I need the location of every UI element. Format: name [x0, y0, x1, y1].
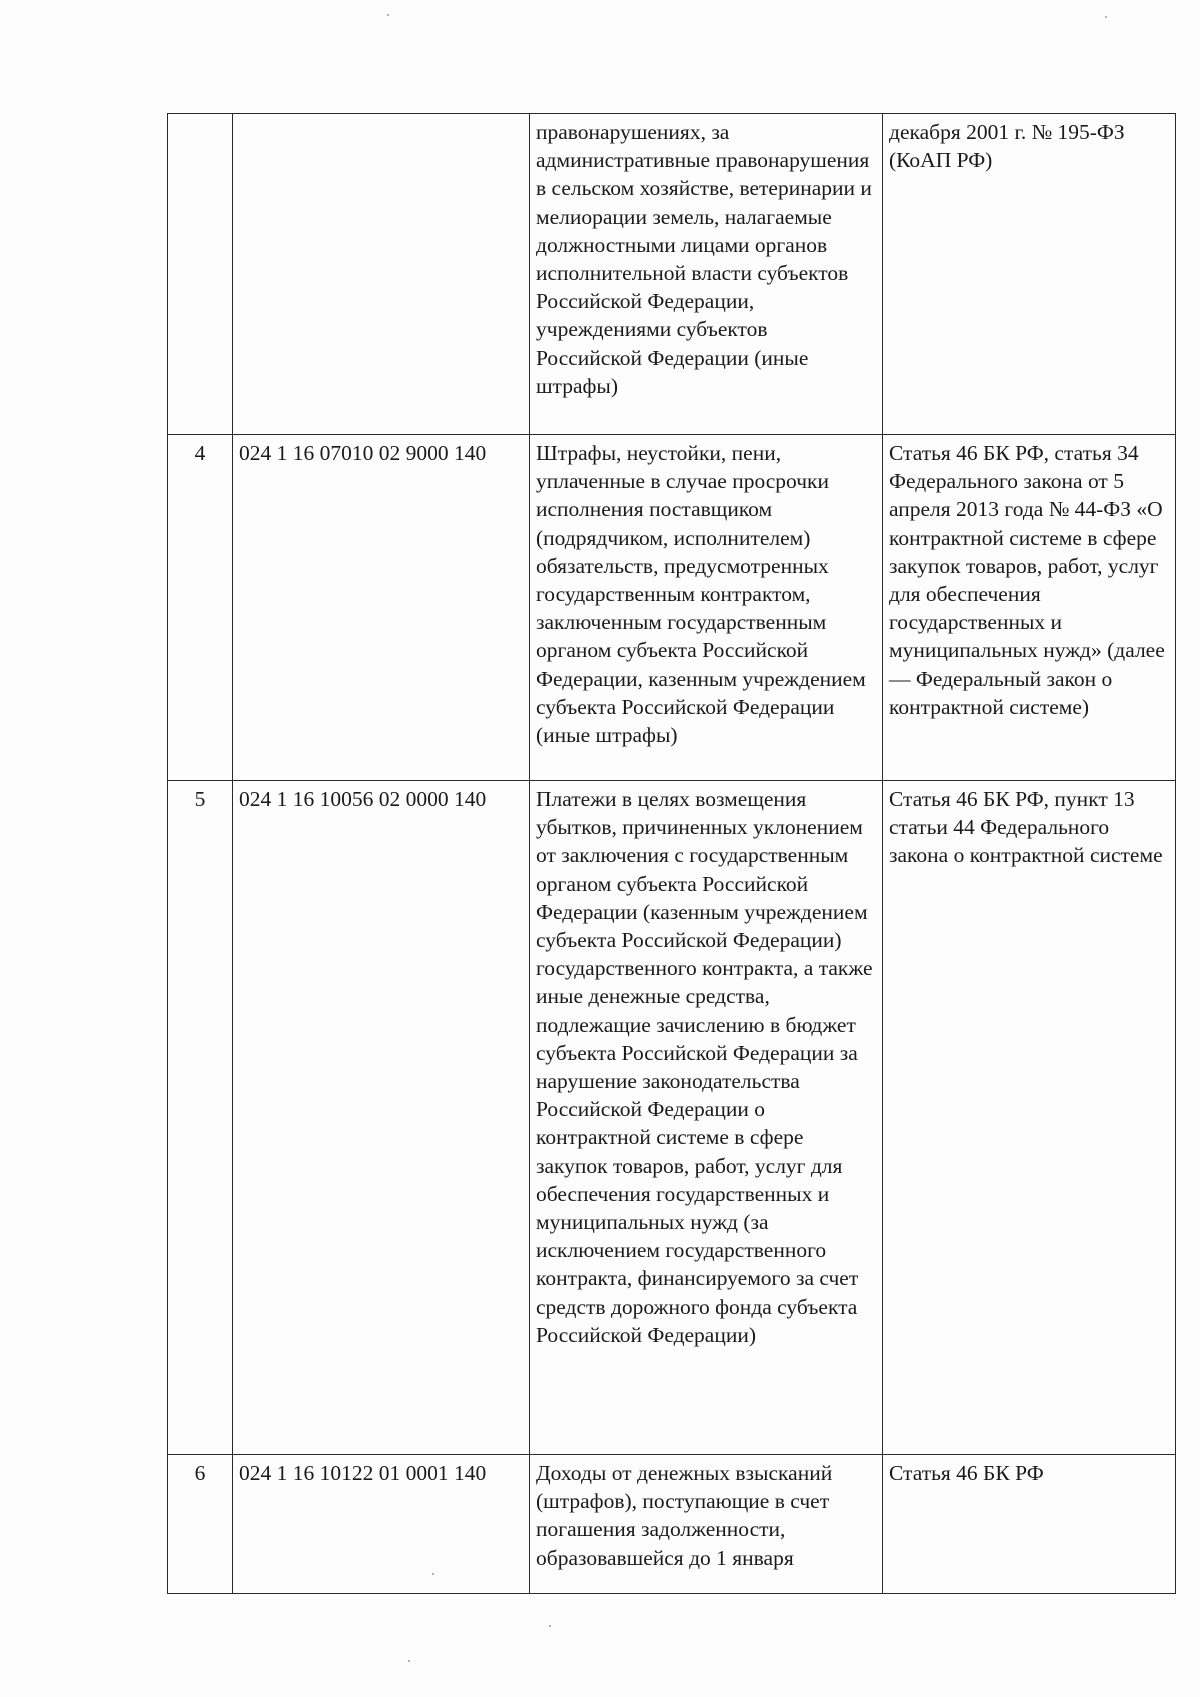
legal-basis-cell: Статья 46 БК РФ, пункт 13 статьи 44 Федерального закона о контрактной системе — [883, 781, 1176, 1455]
legal-basis-cell: декабря 2001 г. № 195-ФЗ (КоАП РФ) — [883, 114, 1176, 435]
scan-speck — [408, 1660, 410, 1662]
row-number-cell: 6 — [168, 1455, 233, 1594]
scan-speck — [387, 14, 389, 16]
revenue-name-cell: Доходы от денежных взысканий (штрафов), поступающие в счет погашения задолженности, образовавшейся до 1 января — [530, 1455, 883, 1594]
legal-basis-cell: Статья 46 БК РФ, статья 34 Федерального закона от 5 апреля 2013 года № 44-ФЗ «О контрактной системе в сфере закупок товаров, работ, услуг для обеспечения государственных и муниципальных нужд» (далее — Федеральный закон о контрактной системе) — [883, 435, 1176, 781]
row-number-cell — [168, 114, 233, 435]
scan-speck — [1105, 16, 1107, 18]
table-row — [168, 781, 1176, 1455]
row-number-cell: 5 — [168, 781, 233, 1455]
revenue-name-cell: правонарушениях, за административные правонарушения в сельском хозяйстве, ветеринарии и мелиорации земель, налагаемые должностными лицами органов исполнительной власти субъектов Российской Федерации, учреждениями субъектов Российской Федерации (иные штрафы) — [530, 114, 883, 435]
revenue-code-cell: 024 1 16 07010 02 9000 140 — [233, 435, 530, 781]
revenue-code-cell: 024 1 16 10056 02 0000 140 — [233, 781, 530, 1455]
legal-basis-cell: Статья 46 БК РФ — [883, 1455, 1176, 1594]
revenue-name-cell: Платежи в целях возмещения убытков, причиненных уклонением от заключения с государственным органом субъекта Российской Федерации (казенным учреждением субъекта Российской Федерации) государственного контракта, а также иные денежные средства, подлежащие зачислению в бюджет субъекта Российской Федерации за нарушение законодательства Российской Федерации о контрактной системе в сфере закупок товаров, работ, услуг для обеспечения государственных и муниципальных нужд (за исключением государственного контракта, финансируемого за счет средств дорожного фонда субъекта Российской Федерации) — [530, 781, 883, 1455]
revenue-codes-table — [167, 113, 1176, 1594]
scan-speck — [549, 1625, 551, 1627]
revenue-code-cell — [233, 114, 530, 435]
table-row — [168, 1455, 1176, 1594]
table-row — [168, 435, 1176, 781]
revenue-code-cell: 024 1 16 10122 01 0001 140 — [233, 1455, 530, 1594]
table-row — [168, 114, 1176, 435]
row-number-cell: 4 — [168, 435, 233, 781]
revenue-name-cell: Штрафы, неустойки, пени, уплаченные в случае просрочки исполнения поставщиком (подрядчиком, исполнителем) обязательств, предусмотренных государственным контрактом, заключенным государственным органом субъекта Российской Федерации, казенным учреждением субъекта Российской Федерации (иные штрафы) — [530, 435, 883, 781]
